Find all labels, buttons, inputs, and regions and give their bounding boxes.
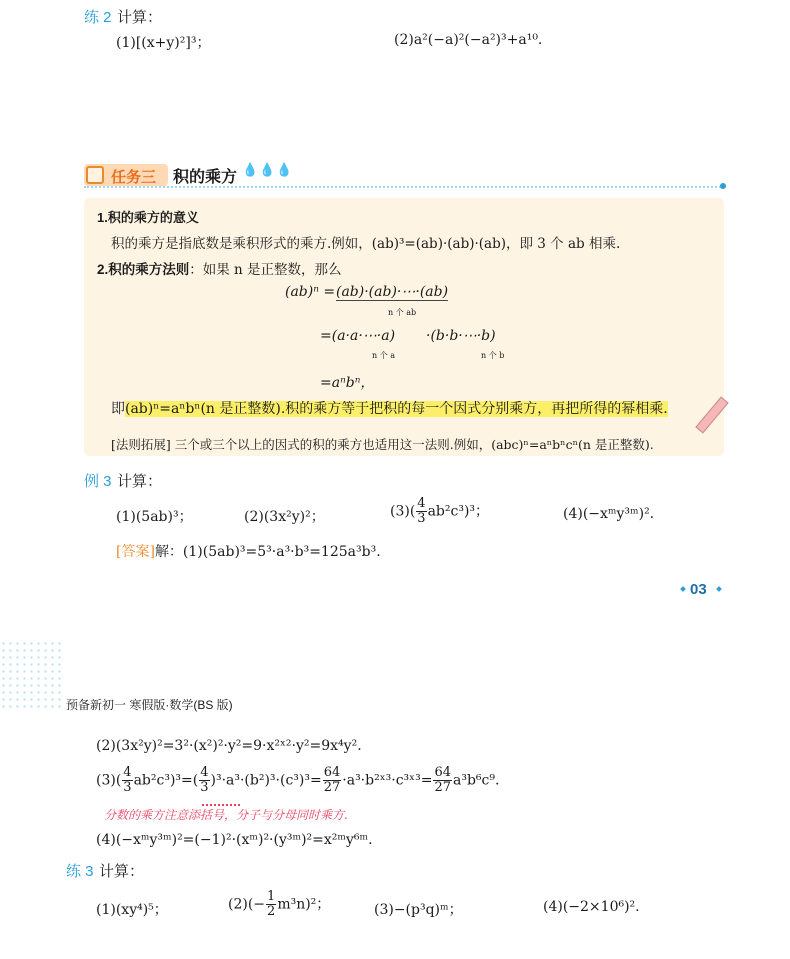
- practice-2-label: 练 2: [84, 9, 112, 26]
- answer-text: 解：(1)(5ab)³=5³·a³·b³=125a³b³.: [154, 544, 381, 560]
- example-3-q3-pre: (3)(: [390, 503, 416, 520]
- eq1-right: (ab)·(ab)·⋯·(ab): [336, 284, 449, 300]
- solution-3-frac-1: $\frac{4}{3}$: [123, 765, 132, 795]
- example-3-q4: (4)(−xᵐy³ᵐ)².: [563, 506, 655, 522]
- example-3-q2: (2)(3x²y)²；: [244, 509, 325, 525]
- example-3-label: 例 3: [84, 473, 112, 490]
- example-3-q3: [390, 497, 489, 526]
- concept-heading-2-rest: ：如果 n 是正整数，那么: [189, 262, 342, 278]
- practice-2-title: 计算：: [117, 8, 163, 26]
- practice-2-q2: (2)a²(−a)²(−a²)³+a¹⁰.: [394, 32, 543, 48]
- annotation-note: 分数的乘方注意添括号，分子与分母同时乘方.: [104, 808, 348, 822]
- example-3-answer: [116, 541, 381, 561]
- example-3-q1: (1)(5ab)³；: [116, 509, 193, 525]
- extension-label: [法则拓展]: [111, 437, 171, 452]
- divider-end-dot: [720, 183, 726, 189]
- practice-3-label: 练 3: [66, 863, 94, 880]
- drops-icon: 💧💧💧: [242, 163, 294, 178]
- solution-4: (4)(−xᵐy³ᵐ)²=(−1)²·(xᵐ)²·(y³ᵐ)²=x²ᵐy⁶ᵐ.: [96, 832, 373, 848]
- solution-2: (2)(3x²y)²=3²·(x²)²·y²=9·x²ˣ²·y²=9x⁴y².: [96, 738, 362, 754]
- concept-heading-2: [97, 258, 342, 278]
- dot-pattern: [0, 640, 64, 708]
- eq2-a-under: n 个 a: [372, 351, 396, 360]
- example-3-q3-fraction: $\frac{4}{3}$: [417, 496, 426, 526]
- example-3-title: 计算：: [117, 472, 163, 490]
- divider: [84, 186, 724, 188]
- practice-2-q1: (1)[(x+y)²]³；: [116, 35, 211, 51]
- example-3-q3-post: ab²c³)³；: [427, 503, 490, 520]
- practice-3-title: 计算：: [99, 862, 145, 880]
- task-label: 任务三: [111, 168, 157, 186]
- solution-3-frac-2: $\frac{4}{3}$: [200, 765, 209, 795]
- practice-3-q1: (1)(xy⁴)⁵；: [96, 902, 168, 918]
- solution-3: (3)( $\frac{4}{3}$ ab²c³)³=( $\frac{4}{3}$ )³·a³·(b²)³·(c³)³= $\frac{64}{27}$ ·a³·b²ˣ³·c³ˣ³= $\frac{64}{27}$ a³b⁶c⁹.: [96, 765, 500, 795]
- eq2-b-under: n 个 b: [481, 351, 505, 360]
- solution-3-frac-4: $\frac{64}{27}$: [434, 765, 451, 795]
- solution-3-frac-3: $\frac{64}{27}$: [323, 765, 341, 795]
- practice-3-q4: (4)(−2×10⁶)².: [543, 899, 640, 915]
- page-2-header: 预备新初一 寒假版·数学(BS 版): [66, 698, 233, 712]
- rule-prefix: 即: [111, 401, 125, 417]
- eq3: =aⁿbⁿ，: [320, 375, 375, 391]
- practice-3-q2-fraction: $\frac{1}{2}$: [267, 889, 276, 919]
- concept-heading-2-bold: 2.积的乘方法则: [97, 262, 190, 277]
- rule-highlight: (ab)ⁿ=aⁿbⁿ(n 是正整数).积的乘方等于把积的每一个因式分别乘方，再把所得的幂相乘.: [125, 401, 668, 417]
- eq1-left: (ab)ⁿ =: [285, 284, 336, 300]
- practice-3-q3: (3)−(p³q)ᵐ；: [374, 902, 463, 918]
- rule-line: [111, 398, 668, 418]
- eq1-under: n 个 ab: [388, 308, 417, 317]
- extension-text: 三个或三个以上的因式的积的乘方也适用这一法则.例如，(abc)ⁿ=aⁿbⁿcⁿ(n 是正整数).: [174, 437, 654, 452]
- answer-label: [答案]: [116, 544, 155, 560]
- concept-heading-1: 1.积的乘方的意义: [97, 210, 199, 225]
- concept-text-1: 积的乘方是指底数是乘积形式的乘方.例如，(ab)³=(ab)·(ab)·(ab)，即 3 个 ab 相乘.: [111, 236, 621, 252]
- rule-extension: [111, 435, 654, 453]
- page-dot-right: [716, 586, 722, 592]
- eq2-b: ·(b·b·⋯·b): [426, 328, 496, 344]
- task-title: 积的乘方: [173, 169, 238, 186]
- eq2-a: =(a·a·⋯·a): [320, 328, 396, 344]
- page-dot-left: [680, 586, 686, 592]
- practice-3-q2: (2)(− $\frac{1}{2}$ m³n)²；: [228, 889, 331, 919]
- book-icon: [86, 166, 104, 184]
- page-number: 03: [690, 581, 707, 598]
